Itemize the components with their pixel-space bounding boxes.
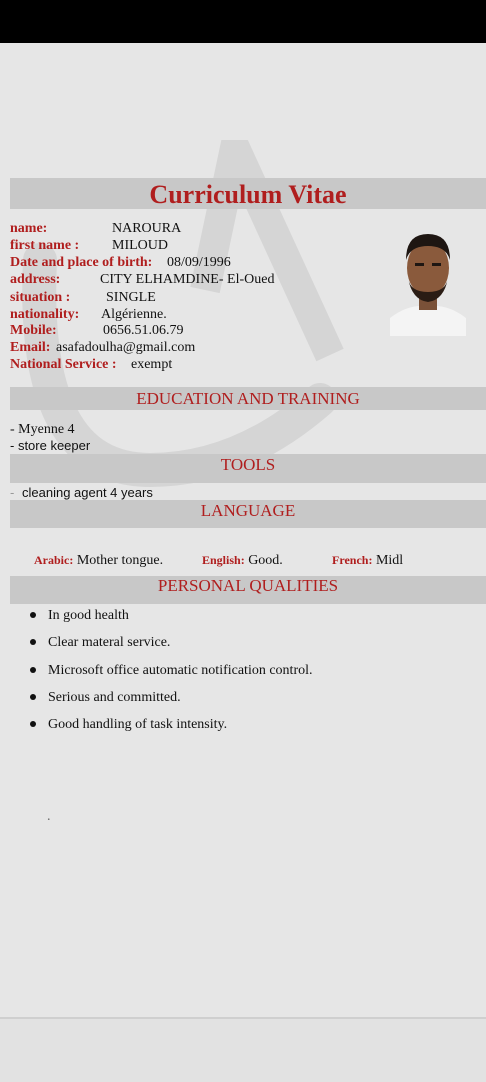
language-label: English: xyxy=(202,553,245,567)
tools-title: TOOLS xyxy=(220,455,276,474)
quality-text: Good handling of task intensity. xyxy=(48,717,228,732)
tools-item: cleaning agent 4 years xyxy=(22,485,153,500)
quality-item xyxy=(30,689,181,706)
quality-text: Microsoft office automatic notification control. xyxy=(48,663,313,678)
profile-photo xyxy=(390,226,466,336)
status-bar xyxy=(0,0,486,43)
language-title: LANGUAGE xyxy=(200,501,296,520)
dob-label: Date and place of birth: xyxy=(10,255,153,270)
quality-text: Clear materal service. xyxy=(48,635,171,650)
bullet-icon xyxy=(30,721,36,727)
bullet-icon xyxy=(30,612,36,618)
quality-item xyxy=(30,662,313,679)
language-french xyxy=(332,552,403,569)
language-level: Mother tongue. xyxy=(76,553,164,568)
national-service-value: exempt xyxy=(131,357,173,372)
first-name-label: first name : xyxy=(10,238,80,253)
education-item: - store keeper xyxy=(10,438,91,453)
language-label: French: xyxy=(332,553,373,567)
language-level: Midl xyxy=(375,553,404,568)
quality-text: Serious and committed. xyxy=(48,690,181,705)
national-service-label: National Service : xyxy=(10,357,117,372)
quality-item xyxy=(30,607,129,624)
cv-title: Curriculum Vitae xyxy=(149,180,347,209)
trailing-mark: . xyxy=(47,809,51,824)
dob-value: 08/09/1996 xyxy=(167,255,231,270)
quality-item xyxy=(30,634,170,651)
bottom-area xyxy=(0,1017,486,1082)
quality-text: In good health xyxy=(48,608,129,623)
language-arabic xyxy=(34,552,163,569)
qualities-title: PERSONAL QUALITIES xyxy=(157,576,339,595)
bullet-icon xyxy=(30,639,36,645)
bullet-icon xyxy=(30,667,36,673)
education-title: EDUCATION AND TRAINING xyxy=(136,389,360,408)
nationality-label: nationality: xyxy=(10,307,80,322)
name-label: name: xyxy=(10,221,48,236)
quality-item xyxy=(30,716,227,733)
mobile-label: Mobile: xyxy=(10,323,57,338)
address-label: address: xyxy=(10,272,61,287)
address-value: CITY ELHAMDINE- El-Oued xyxy=(100,272,275,287)
mobile-value: 0656.51.06.79 xyxy=(103,323,184,338)
bullet-icon xyxy=(30,694,36,700)
nationality-value: Algérienne. xyxy=(101,307,167,322)
first-name-value: MILOUD xyxy=(112,238,168,253)
name-value: NAROURA xyxy=(112,221,182,236)
email-value: asafadoulha@gmail.com xyxy=(56,340,196,355)
language-label: Arabic: xyxy=(34,553,74,567)
language-level: Good. xyxy=(248,553,283,568)
tools-dash: - xyxy=(10,485,15,500)
language-english xyxy=(202,552,283,569)
situation-value: SINGLE xyxy=(106,290,156,305)
email-label: Email: xyxy=(10,340,51,355)
situation-label: situation : xyxy=(10,290,71,305)
education-item: - Myenne 4 xyxy=(10,422,75,437)
